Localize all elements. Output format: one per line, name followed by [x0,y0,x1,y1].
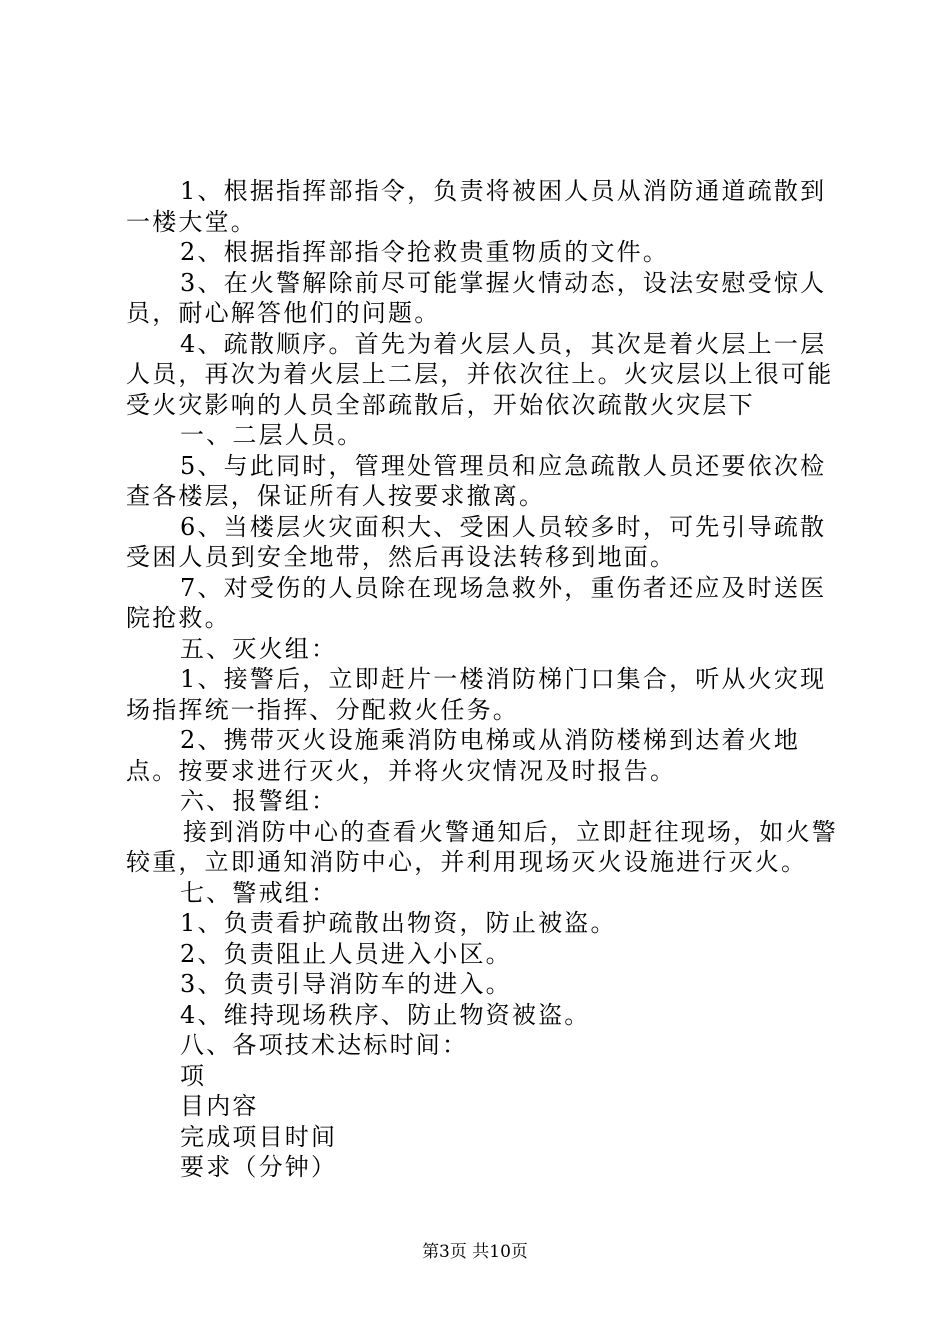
paragraph: 4、维持现场秩序、防止物资被盗。 [180,1000,591,1029]
table-text-fragment: 要求（分钟） [180,1153,338,1181]
paragraph: 7、对受伤的人员除在现场急救外，重伤者还应及时送医院抢救。 [126,573,827,632]
document-body [126,176,838,1183]
paragraph: 2、负责阻止人员进入小区。 [180,939,512,968]
paragraph: 1、负责看护疏散出物资，防止被盗。 [180,909,617,937]
paragraph: 3、负责引导消防车的进入。 [180,970,512,998]
section-heading: 五、灭火组： [180,634,338,663]
paragraph: 1、根据指挥部指令，负责将被困人员从消防通道疏散到一楼大堂。 [126,177,827,236]
paragraph: 4、疏散顺序。首先为着火层人员，其次是着火层上一层人员，再次为着火层上二层，并依次往上。火灾层以上很可能受火灾影响的人员全部疏散后，开始依次疏散火灾层下 [126,329,834,419]
section-heading: 六、报警组： [180,787,338,815]
section-heading: 八、各项技术达标时间： [180,1031,469,1059]
paragraph: 5、与此同时，管理处管理员和应急疏散人员还要依次检查各楼层，保证所有人按要求撤离。 [126,451,827,510]
paragraph: 3、在火警解除前尽可能掌握火情动态，设法安慰受惊人员，耐心解答他们的问题。 [126,268,827,327]
paragraph: 2、携带灭火设施乘消防电梯或从消防楼梯到达着火地点。按要求进行灭火，并将火灾情况及时报告。 [126,726,801,785]
paragraph: 6、当楼层火灾面积大、受困人员较多时，可先引导疏散受困人员到安全地带，然后再设法转移到地面。 [126,512,827,571]
section-heading: 七、警戒组： [180,878,338,907]
table-text-fragment: 项 [180,1061,207,1090]
table-text-fragment: 完成项目时间 [180,1122,338,1151]
paragraph: 1、接警后，立即赶片一楼消防梯门口集合，听从火灾现场指挥统一指挥、分配救火任务。 [126,665,827,724]
paragraph: 接到消防中心的查看火警通知后，立即赶往现场，如火警较重，立即通知消防中心，并利用现场灭火设施进行灭火。 [126,817,838,876]
paragraph: 一、二层人员。 [180,421,364,449]
table-text-fragment: 目内容 [180,1092,259,1120]
page-footer: 第3页 共10页 [422,1242,528,1262]
paragraph: 2、根据指挥部指令抢救贵重物质的文件。 [180,238,670,266]
